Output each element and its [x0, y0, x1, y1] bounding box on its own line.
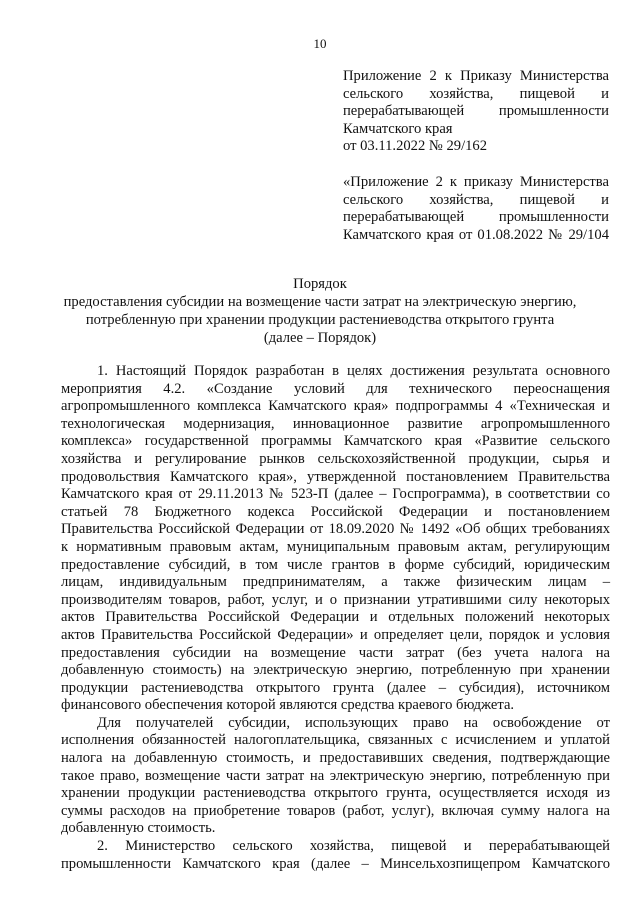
body-line: мероприятия 4.2. «Создание условий для технического переоснащения [61, 380, 610, 397]
title-heading: Порядок [293, 276, 347, 292]
appendix-line: Камчатского края от 01.08.2022 № 29/104 [343, 226, 609, 243]
body-line: лицам, индивидуальным предпринимателям, а также физическим лицам – [61, 574, 610, 591]
title-line: потребленную при хранении продукции растениеводства открытого грунта [85, 312, 555, 328]
body-line: хранении продукции растениеводства открытого грунта, осуществляется исходя из [61, 785, 610, 802]
body-line: актов Правительства Российской Федерации и отдельных положений некоторых [61, 609, 610, 626]
document-body [61, 363, 610, 873]
title-line: (далее – Порядок) [263, 330, 377, 346]
appendix-line: от 03.11.2022 № 29/162 [343, 138, 488, 155]
body-line: исполнения обязанностей налогоплательщика, связанных с исчислением и уплатой [61, 732, 610, 749]
body-line: добавленную стоимость) на электрическую энергию, потребленную при хранении [61, 662, 610, 679]
body-line: к нормативным правовым актам, муниципальным правовым актам, регулирующим [61, 538, 610, 555]
body-line: суммы расходов на приобретение товаров (работ, услуг), включая сумму налога на [61, 802, 610, 819]
appendix-line: сельского хозяйства, пищевой и [343, 191, 609, 208]
title-line: предоставления субсидии на возмещение части затрат на электрическую энергию, [63, 294, 577, 310]
body-line: 1. Настоящий Порядок разработан в целях достижения результата основного [97, 363, 610, 379]
body-line: Камчатского края от 29.11.2013 № 523-П (далее – Госпрограмма), в соответствии со [61, 486, 610, 503]
body-line: финансового обеспечения которой являются средства краевого бюджета. [61, 697, 515, 714]
body-line: актов Правительства Российской Федерации» и определяет цели, порядок и условия [61, 626, 610, 643]
body-line: такое право, возмещение части затрат на электрическую энергию, потребленную при [61, 767, 610, 784]
appendix-line: Приложение 2 к Приказу Министерства [343, 68, 609, 84]
body-line: добавленную стоимость. [61, 820, 216, 837]
body-line: хозяйства и регулирование рынков сельскохозяйственной продукции, сырья и [61, 450, 610, 467]
appendix-header-current [343, 68, 609, 156]
body-line: налога на добавленную стоимость, и предоставивших сведения, подтверждающие [61, 750, 610, 767]
body-line: 2. Министерство сельского хозяйства, пищевой и перерабатывающей [97, 838, 610, 855]
appendix-line: сельского хозяйства, пищевой и [343, 85, 609, 102]
body-line: промышленности Камчатского края (далее – Минсельхозпищепром Камчатского [61, 855, 610, 872]
body-line: статьей 78 Бюджетного кодекса Российской Федерации и постановлением [61, 503, 610, 520]
appendix-line: перерабатывающей промышленности [343, 209, 609, 226]
appendix-line: «Приложение 2 к приказу Министерства [343, 174, 609, 190]
body-line: агропромышленного комплекса Камчатского края» подпрограммы 4 «Техническая и [61, 398, 610, 415]
document-title [40, 275, 600, 347]
body-line: Для получателей субсидии, использующих право на освобождение от [97, 714, 610, 731]
appendix-line: перерабатывающей промышленности [343, 103, 609, 120]
appendix-line: Камчатского края [343, 120, 453, 137]
body-line: комплекса» государственной программы Камчатского края «Развитие сельского [61, 433, 610, 450]
body-line: технологическая модернизация, инновационное развитие агропромышленного [61, 415, 610, 432]
body-line: продовольствия Камчатского края», утвержденной постановлением Правительства [61, 468, 610, 485]
body-line: предоставления субсидии на возмещение части затрат (без учета налога на [61, 644, 610, 661]
body-line: предоставление субсидий, в том числе грантов в форме субсидий, юридическим [61, 556, 610, 573]
page-number: 10 [313, 36, 327, 51]
body-line: Правительства Российской Федерации от 18.09.2020 № 1492 «Об общих требованиях [61, 521, 610, 538]
appendix-header-original [343, 174, 609, 244]
body-line: производителям товаров, работ, услуг, и о признании утратившими силу некоторых [61, 591, 610, 608]
body-line: продукции растениеводства открытого грунта (далее – субсидия), источником [61, 679, 610, 696]
